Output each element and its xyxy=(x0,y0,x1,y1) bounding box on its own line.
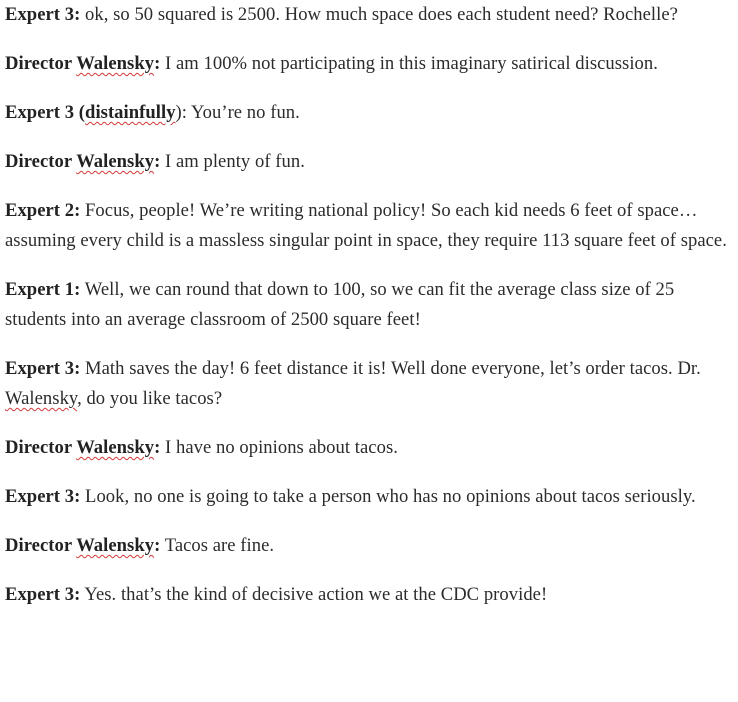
dialogue-paragraph xyxy=(5,275,732,335)
line-text: Well, we can round that down to 100, so we can fit the average class size of 25 students into an average classroom of 2500 square feet! xyxy=(5,279,675,330)
speaker-name xyxy=(5,535,160,556)
speaker-colon: : xyxy=(74,486,81,507)
line-text: Focus, people! We’re writing national policy! So each kid needs 6 feet of space… assuming every child is a massless singular point in space, they require 113 square feet of space. xyxy=(5,200,727,251)
speaker-text: Expert 3 xyxy=(5,358,75,379)
speaker-text: Expert 3 xyxy=(5,486,75,507)
line-text: ok, so 50 squared is 2500. How much space does each student need? Rochelle? xyxy=(80,4,678,25)
speaker-name xyxy=(5,151,160,172)
speaker-text: Director xyxy=(5,151,77,172)
speaker-colon: : xyxy=(154,437,161,458)
line-text: Tacos are fine. xyxy=(160,535,275,556)
speaker-colon: : xyxy=(154,151,161,172)
line-text: I am 100% not participating in this imaginary satirical discussion. xyxy=(160,53,658,74)
speaker-text: Director xyxy=(5,437,77,458)
dialogue-paragraph xyxy=(5,147,732,177)
line-text: Look, no one is going to take a person who has no opinions about tacos seriously. xyxy=(80,486,696,507)
speaker-text: Director xyxy=(5,53,77,74)
stage-direction-open: ( xyxy=(74,102,86,123)
speaker-colon: : xyxy=(154,535,161,556)
speaker-name xyxy=(5,486,80,507)
speaker-name xyxy=(5,4,80,25)
spellcheck-flagged-word: Walensky xyxy=(76,437,155,458)
speaker-colon: : xyxy=(154,53,161,74)
speaker-name xyxy=(5,584,80,605)
speaker-name xyxy=(5,102,176,123)
speaker-colon: : xyxy=(74,4,81,25)
speaker-name xyxy=(5,200,80,221)
speaker-text: Expert 3 xyxy=(5,102,75,123)
dialogue-paragraph xyxy=(5,0,732,30)
line-text-tail: , do you like tacos? xyxy=(77,388,223,409)
dialogue-paragraph xyxy=(5,433,732,463)
speaker-colon: : xyxy=(74,200,81,221)
line-text: Yes. that’s the kind of decisive action we at the CDC provide! xyxy=(80,584,548,605)
dialogue-paragraph xyxy=(5,354,732,414)
spellcheck-flagged-word: Walensky xyxy=(76,535,155,556)
speaker-text: Expert 1 xyxy=(5,279,75,300)
dialogue-paragraph xyxy=(5,98,732,128)
speaker-text: Expert 3 xyxy=(5,4,75,25)
line-text-tail: ): You’re no fun. xyxy=(175,102,300,123)
line-text: I have no opinions about tacos. xyxy=(160,437,398,458)
dialogue-paragraph xyxy=(5,580,732,610)
speaker-colon: : xyxy=(74,279,81,300)
spellcheck-flagged-word: distainfully xyxy=(85,102,176,123)
spellcheck-flagged-word: Walensky xyxy=(76,151,155,172)
speaker-text: Director xyxy=(5,535,77,556)
speaker-text: Expert 3 xyxy=(5,584,75,605)
line-text: Math saves the day! 6 feet distance it is! Well done everyone, let’s order tacos. Dr. xyxy=(80,358,701,379)
speaker-colon: : xyxy=(74,358,81,379)
speaker-name xyxy=(5,279,80,300)
dialogue-paragraph xyxy=(5,482,732,512)
speaker-name xyxy=(5,358,80,379)
speaker-name xyxy=(5,437,160,458)
speaker-name xyxy=(5,53,160,74)
dialogue-paragraph xyxy=(5,531,732,561)
line-text: I am plenty of fun. xyxy=(160,151,305,172)
dialogue-paragraph xyxy=(5,196,732,256)
spellcheck-flagged-word: Walensky xyxy=(5,388,78,409)
speaker-colon: : xyxy=(74,584,81,605)
spellcheck-flagged-word: Walensky xyxy=(76,53,155,74)
speaker-text: Expert 2 xyxy=(5,200,75,221)
dialogue-paragraph xyxy=(5,49,732,79)
